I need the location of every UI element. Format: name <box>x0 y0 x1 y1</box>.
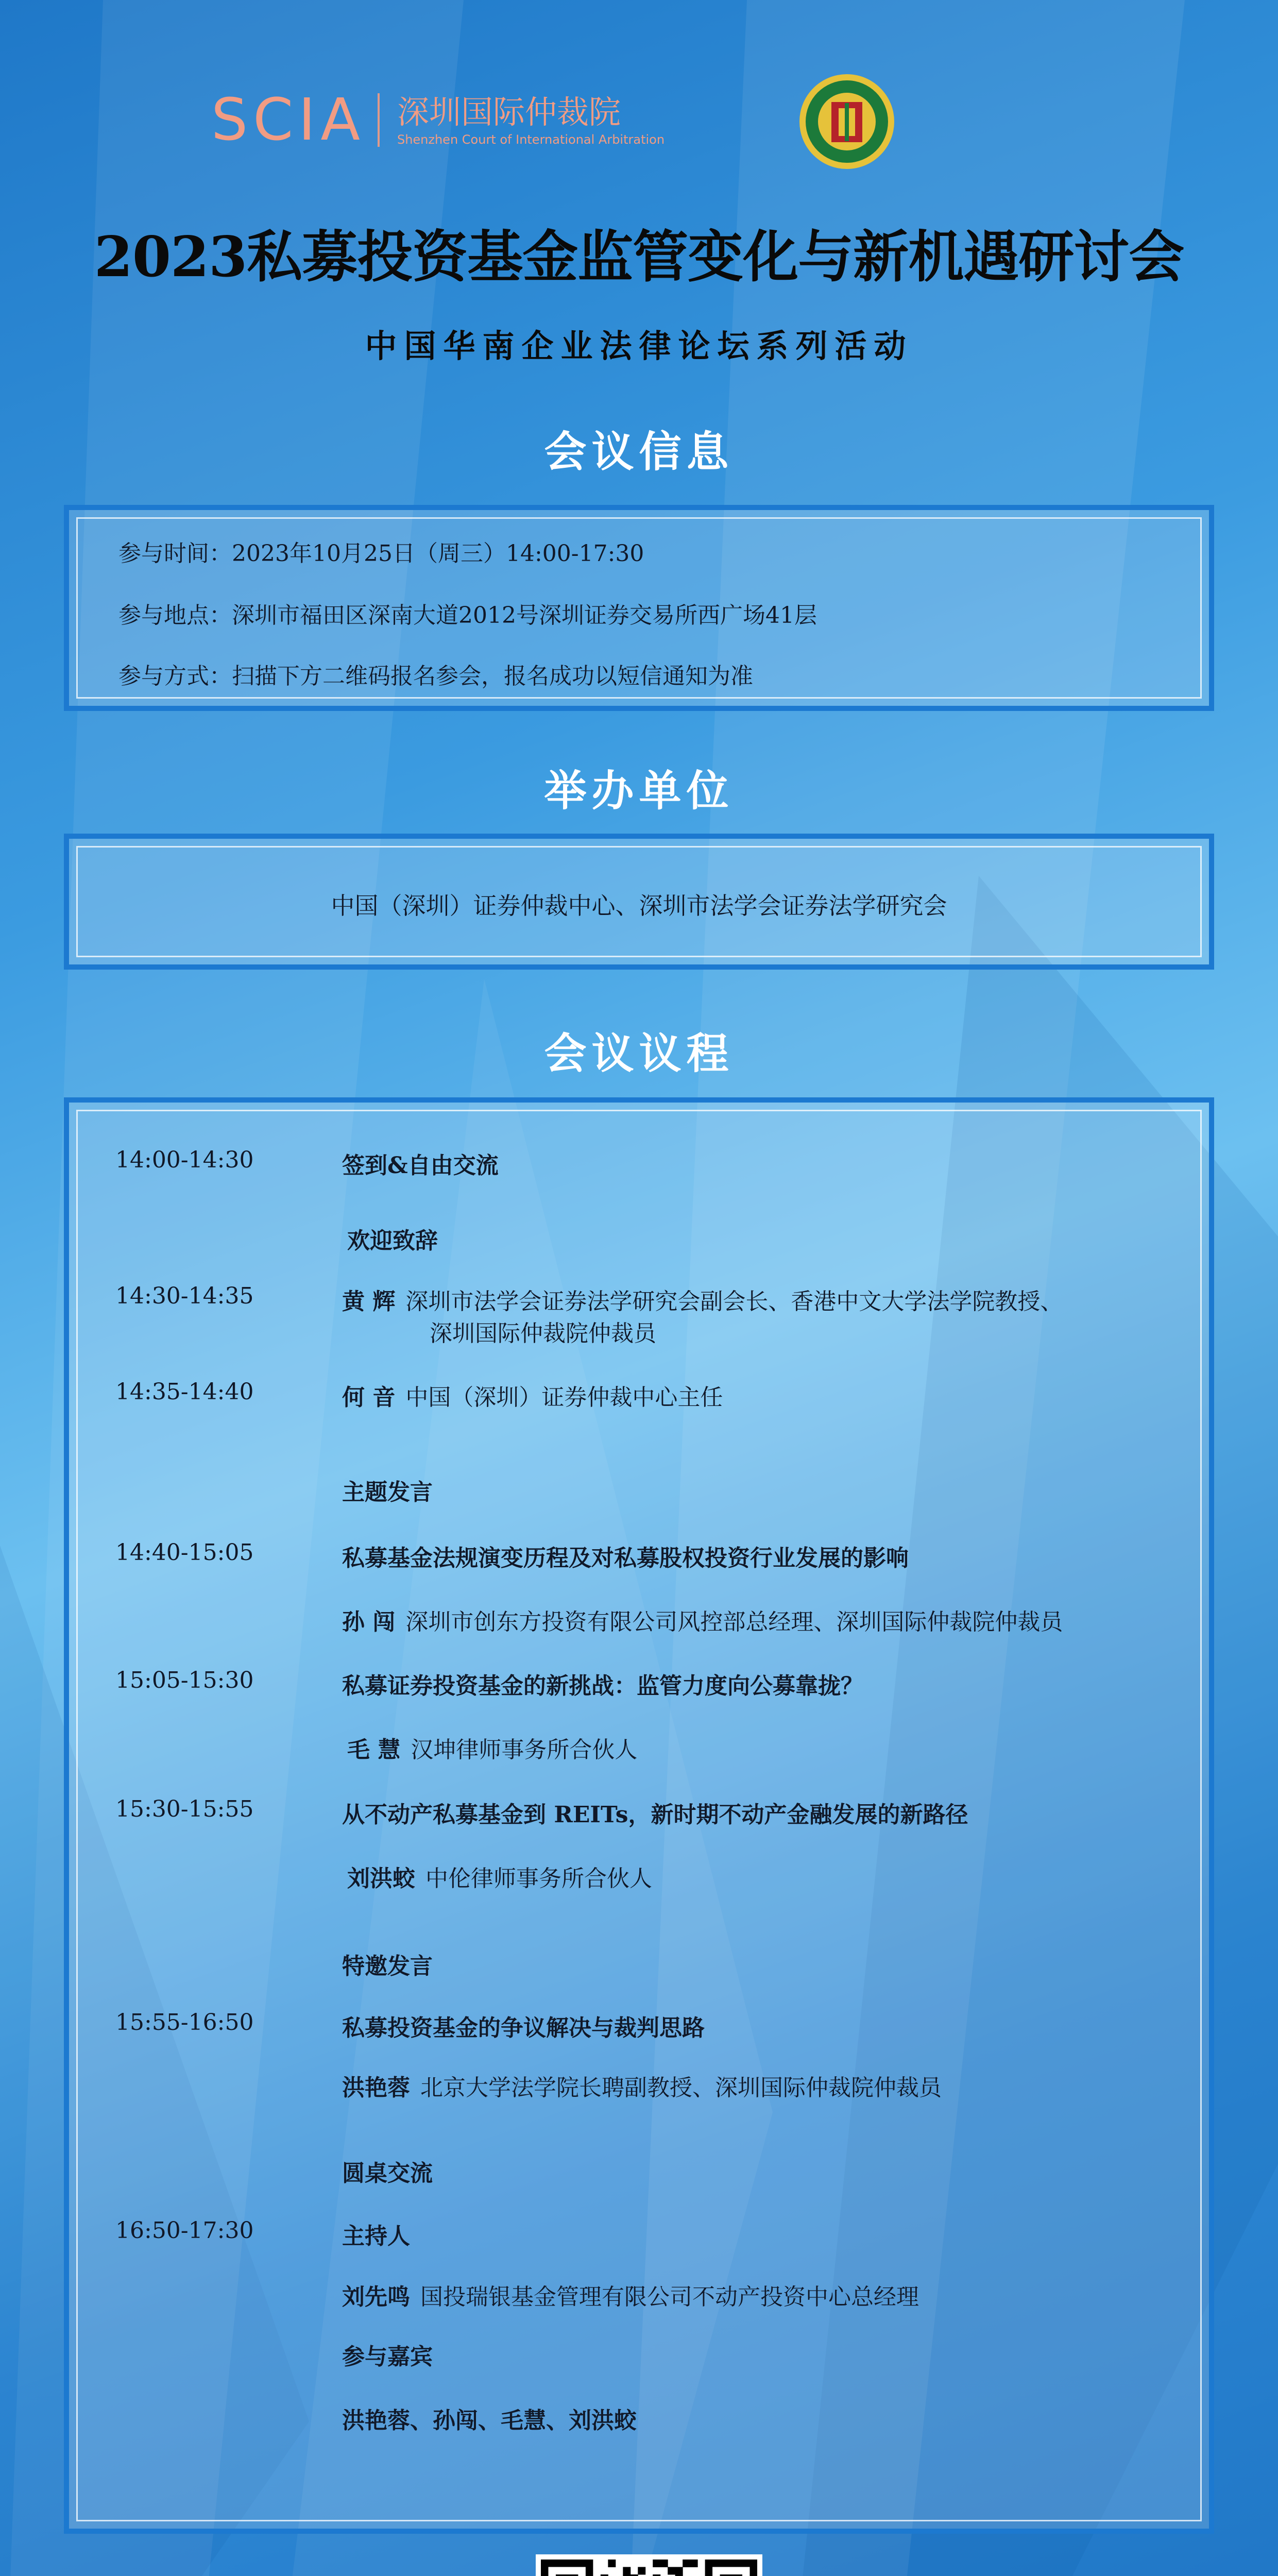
agenda-section-welcome: 欢迎致辞 <box>347 1228 438 1254</box>
registration-qr-code[interactable] <box>536 2554 762 2576</box>
speaker-name: 刘洪蛟 <box>347 1866 415 1892</box>
meeting-method: 参与方式：扫描下方二维码报名参会，报名成功以短信通知为准 <box>118 663 753 689</box>
guests-names: 洪艳蓉、孙闯、毛慧、刘洪蛟 <box>342 2408 637 2434</box>
logo-divider <box>378 93 380 147</box>
agenda-section-roundtable: 圆桌交流 <box>342 2160 433 2187</box>
guests-label: 参与嘉宾 <box>342 2344 433 2370</box>
host-title: 国投瑞银基金管理有限公司不动产投资中心总经理 <box>420 2284 919 2310</box>
event-subtitle: 中国华南企业法律论坛系列活动 <box>365 327 913 365</box>
speaker-name: 孙 闯 <box>342 1609 396 1635</box>
meeting-info-heading: 会议信息 <box>544 427 734 477</box>
scia-logo <box>211 87 664 154</box>
organizers-text: 中国（深圳）证券仲裁中心、深圳市法学会证券法学研究会 <box>331 892 947 920</box>
speaker-name: 毛 慧 <box>347 1737 401 1763</box>
speaker-title: 深圳市法学会证券法学研究会副会长、香港中文大学法学院教授、 <box>405 1289 1063 1315</box>
speaker-title: 中国（深圳）证券仲裁中心主任 <box>405 1384 723 1411</box>
agenda-speaker <box>342 2278 919 2311</box>
speaker-title: 汉坤律师事务所合伙人 <box>411 1737 638 1763</box>
agenda-section-keynote: 主题发言 <box>342 1479 433 1505</box>
organizers-heading: 举办单位 <box>544 766 734 816</box>
agenda-time: 16:50-17:30 <box>115 2217 254 2244</box>
scia-org-name <box>397 93 664 147</box>
agenda-topic: 私募基金法规演变历程及对私募股权投资行业发展的影响 <box>342 1545 909 1571</box>
agenda-topic: 私募证券投资基金的新挑战：监管力度向公募靠拢？ <box>342 1673 863 1699</box>
china-law-society-seal-icon <box>797 72 896 171</box>
speaker-title-cont: 深圳国际仲裁院仲裁员 <box>430 1320 656 1347</box>
agenda-time: 15:30-15:55 <box>115 1796 254 1822</box>
scia-wordmark: SCIA <box>211 87 365 154</box>
agenda-speaker <box>342 2069 942 2102</box>
agenda-item: 签到&自由交流 <box>342 1153 499 1179</box>
agenda-topic: 私募投资基金的争议解决与裁判思路 <box>342 2015 705 2041</box>
speaker-title: 中伦律师事务所合伙人 <box>425 1866 652 1892</box>
meeting-time: 参与时间：2023年10月25日（周三）14:00-17:30 <box>118 540 644 567</box>
agenda-heading: 会议议程 <box>544 1029 734 1078</box>
meeting-place: 参与地点：深圳市福田区深南大道2012号深圳证券交易所西广场41层 <box>118 602 817 629</box>
agenda-topic: 从不动产私募基金到 REITs，新时期不动产金融发展的新路径 <box>342 1802 968 1828</box>
host-name: 刘先鸣 <box>342 2284 410 2310</box>
speaker-title: 深圳市创东方投资有限公司风控部总经理、深圳国际仲裁院仲裁员 <box>405 1609 1063 1635</box>
speaker-name: 何 音 <box>342 1384 396 1411</box>
agenda-time: 14:00-14:30 <box>115 1147 254 1173</box>
agenda-speaker <box>347 1860 652 1893</box>
agenda-section-invited: 特邀发言 <box>342 1953 433 1979</box>
org-name-en: Shenzhen Court of International Arbitration <box>397 132 665 147</box>
speaker-name: 洪艳蓉 <box>342 2075 410 2101</box>
agenda-speaker <box>347 1731 637 1764</box>
speaker-title: 北京大学法学院长聘副教授、深圳国际仲裁院仲裁员 <box>420 2075 942 2101</box>
org-name-cn: 深圳国际仲裁院 <box>397 93 621 131</box>
event-title: 2023私募投资基金监管变化与新机遇研讨会 <box>94 225 1184 290</box>
agenda-time: 15:55-16:50 <box>115 2009 254 2036</box>
agenda-time: 15:05-15:30 <box>115 1667 254 1693</box>
host-label: 主持人 <box>342 2223 410 2249</box>
agenda-speaker <box>342 1379 723 1412</box>
qr-code-icon <box>541 2560 757 2576</box>
agenda-time: 14:35-14:40 <box>115 1379 254 1405</box>
agenda-time: 14:30-14:35 <box>115 1283 254 1309</box>
agenda-speaker <box>342 1603 1063 1636</box>
agenda-speaker <box>342 1283 1063 1316</box>
speaker-name: 黄 辉 <box>342 1289 396 1315</box>
agenda-time: 14:40-15:05 <box>115 1539 254 1566</box>
